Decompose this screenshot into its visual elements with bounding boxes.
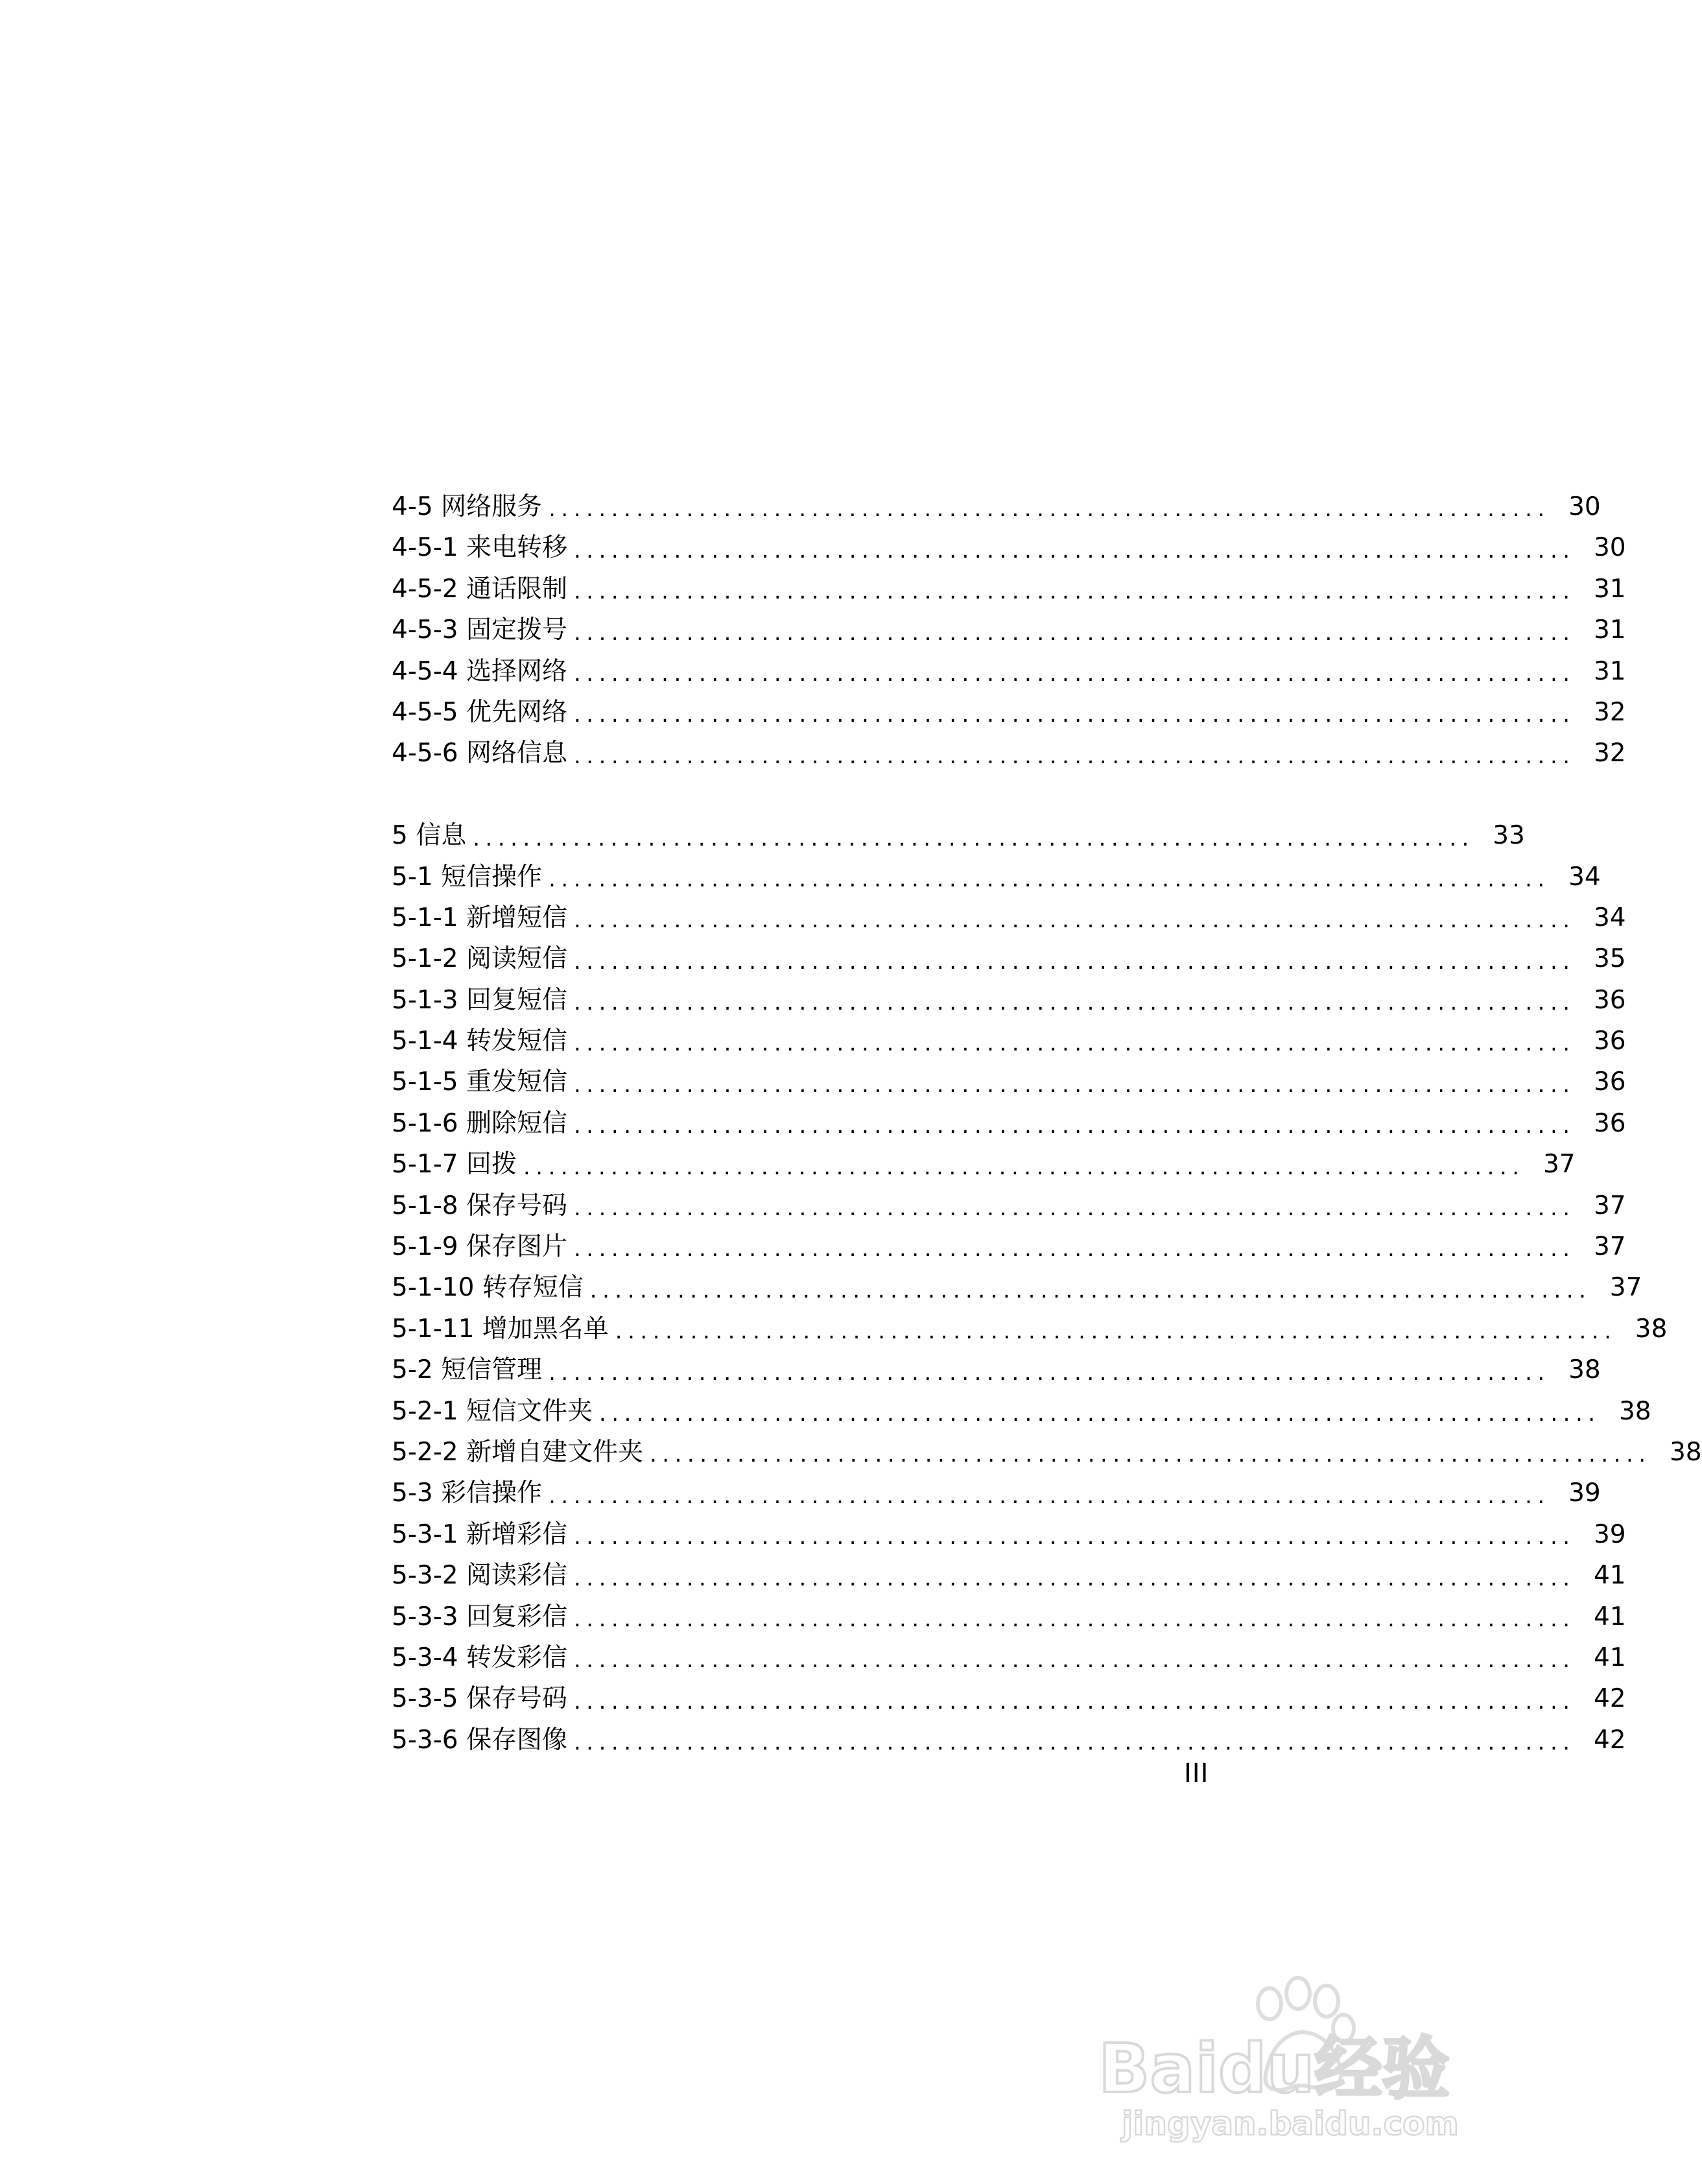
toc-entry[interactable] xyxy=(392,897,1626,938)
toc-entry[interactable] xyxy=(392,651,1626,692)
toc-entry[interactable] xyxy=(392,1185,1626,1226)
toc-entry-label: 5-1-2 阅读短信 xyxy=(392,944,567,974)
toc-entry-label: 4-5-2 通话限制 xyxy=(392,574,567,604)
toc-entry-label: 5-1-10 转存短信 xyxy=(392,1273,584,1303)
toc-entry-page: 31 xyxy=(1593,574,1626,604)
toc-entry-page: 38 xyxy=(1568,1355,1601,1385)
toc-entry-page: 33 xyxy=(1493,821,1525,851)
dot-leader: ................................................................................ xyxy=(598,1400,1601,1427)
toc-entry-label: 5-1-11 增加黑名单 xyxy=(392,1314,609,1344)
toc-entry-label: 5-3-2 阅读彩信 xyxy=(392,1561,567,1591)
toc-entry[interactable] xyxy=(392,1596,1626,1637)
dot-leader: ................................................................................ xyxy=(573,990,1576,1016)
dot-leader: ................................................................................ xyxy=(573,702,1576,728)
toc-entry[interactable] xyxy=(392,569,1626,610)
dot-leader: ................................................................................ xyxy=(589,1277,1592,1303)
toc-entry-page: 34 xyxy=(1593,903,1626,932)
toc-entry-page: 36 xyxy=(1593,1027,1626,1056)
toc-entry-label: 5-1-6 删除短信 xyxy=(392,1108,567,1138)
dot-leader: ................................................................................ xyxy=(573,1729,1576,1756)
dot-leader: ................................................................................ xyxy=(549,496,1550,523)
toc-entry-label: 4-5-5 优先网络 xyxy=(392,697,567,727)
toc-entry-label: 5-1 短信操作 xyxy=(392,862,543,892)
toc-entry-page: 38 xyxy=(1669,1437,1702,1467)
dot-leader: ................................................................................ xyxy=(573,537,1576,564)
toc-entry-page: 30 xyxy=(1568,492,1601,521)
toc-entry-page: 34 xyxy=(1568,862,1601,892)
toc-entry-label: 5-3 彩信操作 xyxy=(392,1478,543,1508)
toc-entry-label: 5-1-9 保存图片 xyxy=(392,1232,567,1262)
dot-leader: ................................................................................ xyxy=(615,1318,1617,1345)
dot-leader: ................................................................................ xyxy=(573,1071,1576,1098)
dot-leader: ................................................................................ xyxy=(573,1030,1576,1057)
toc-entry-label: 5-2 短信管理 xyxy=(392,1355,543,1385)
toc-entry-page: 31 xyxy=(1593,656,1626,686)
toc-entry-page: 41 xyxy=(1593,1602,1626,1632)
toc-entry[interactable] xyxy=(392,1720,1626,1761)
toc-entry-label: 5-3-6 保存图像 xyxy=(392,1725,567,1755)
dot-leader: ................................................................................ xyxy=(573,1565,1576,1591)
toc-entry[interactable] xyxy=(392,938,1626,979)
watermark-brand-text: Baidu经验 xyxy=(1098,2029,1450,2108)
toc-entry[interactable] xyxy=(392,1391,1651,1432)
dot-leader: ................................................................................ xyxy=(549,866,1550,892)
section-gap xyxy=(392,774,1162,815)
toc-entry-label: 5-1-7 回拨 xyxy=(392,1150,517,1180)
watermark-url-text: jingyan.baidu.com xyxy=(1122,2105,1459,2142)
toc-entry[interactable] xyxy=(392,1514,1626,1555)
toc-entry-page: 38 xyxy=(1618,1396,1651,1426)
dot-leader: ................................................................................ xyxy=(573,619,1576,646)
dot-leader: ................................................................................ xyxy=(573,1688,1576,1715)
toc-entry-label: 4-5-6 网络信息 xyxy=(392,739,567,768)
toc-entry-page: 38 xyxy=(1635,1314,1668,1344)
toc-entry-page: 35 xyxy=(1593,944,1626,974)
toc-entry-label: 4-5-4 选择网络 xyxy=(392,656,567,686)
toc-entry[interactable] xyxy=(392,1555,1626,1596)
toc-entry-page: 39 xyxy=(1568,1478,1601,1508)
toc-entry[interactable] xyxy=(392,733,1626,774)
toc-entry-label: 5-2-2 新增自建文件夹 xyxy=(392,1437,643,1467)
toc-entry[interactable] xyxy=(392,815,1525,856)
dot-leader: ................................................................................ xyxy=(573,907,1576,934)
toc-entry-page: 31 xyxy=(1593,615,1626,645)
dot-leader: ................................................................................ xyxy=(573,1647,1576,1674)
dot-leader: ................................................................................ xyxy=(573,660,1576,687)
table-of-contents xyxy=(392,486,1702,1761)
dot-leader: ................................................................................ xyxy=(473,825,1474,851)
toc-entry-label: 4-5-3 固定拨号 xyxy=(392,615,567,645)
dot-leader: ................................................................................ xyxy=(573,1113,1576,1139)
toc-entry[interactable] xyxy=(392,486,1601,527)
toc-entry-page: 41 xyxy=(1593,1643,1626,1672)
toc-entry-page: 32 xyxy=(1593,739,1626,768)
toc-entry[interactable] xyxy=(392,857,1601,897)
toc-entry-label: 5-1-3 回复短信 xyxy=(392,985,567,1015)
toc-entry-page: 36 xyxy=(1593,985,1626,1015)
toc-entry-page: 41 xyxy=(1593,1561,1626,1591)
toc-entry[interactable] xyxy=(392,1473,1601,1513)
toc-entry[interactable] xyxy=(392,1144,1576,1185)
toc-entry-label: 5-2-1 短信文件夹 xyxy=(392,1396,593,1426)
toc-entry-page: 42 xyxy=(1593,1725,1626,1755)
toc-entry[interactable] xyxy=(392,1309,1668,1349)
toc-entry-page: 42 xyxy=(1593,1684,1626,1714)
toc-entry-page: 37 xyxy=(1609,1273,1642,1303)
toc-entry[interactable] xyxy=(392,1678,1626,1719)
toc-entry[interactable] xyxy=(392,1432,1702,1473)
toc-entry-page: 30 xyxy=(1593,533,1626,563)
toc-entry-label: 4-5 网络服务 xyxy=(392,492,543,521)
toc-entry[interactable] xyxy=(392,1103,1626,1144)
dot-leader: ................................................................................ xyxy=(573,1606,1576,1632)
toc-entry-page: 37 xyxy=(1593,1232,1626,1262)
toc-entry[interactable] xyxy=(392,1226,1626,1267)
toc-entry-label: 5-3-4 转发彩信 xyxy=(392,1643,567,1672)
dot-leader: ................................................................................ xyxy=(573,948,1576,975)
toc-entry[interactable] xyxy=(392,692,1626,733)
toc-entry[interactable] xyxy=(392,1637,1626,1678)
toc-entry-label: 5-1-4 转发短信 xyxy=(392,1027,567,1056)
dot-leader: ................................................................................ xyxy=(549,1482,1550,1509)
toc-entry[interactable] xyxy=(392,1062,1626,1102)
toc-entry[interactable] xyxy=(392,527,1626,568)
toc-entry[interactable] xyxy=(392,610,1626,650)
baidu-jingyan-watermark xyxy=(1096,1965,1459,2146)
toc-entry-page: 37 xyxy=(1542,1150,1576,1180)
toc-entry-label: 5-3-3 回复彩信 xyxy=(392,1602,567,1632)
page-number: III xyxy=(1184,1759,1209,1788)
toc-entry[interactable] xyxy=(392,980,1626,1021)
dot-leader: ................................................................................ xyxy=(573,742,1576,769)
toc-entry-page: 36 xyxy=(1593,1108,1626,1138)
toc-entry-label: 5 信息 xyxy=(392,821,467,851)
toc-entry[interactable] xyxy=(392,1349,1601,1390)
toc-entry[interactable] xyxy=(392,1267,1642,1308)
dot-leader: ................................................................................ xyxy=(523,1154,1525,1180)
toc-entry-page: 37 xyxy=(1593,1191,1626,1220)
dot-leader: ................................................................................ xyxy=(573,1236,1576,1263)
dot-leader: ................................................................................ xyxy=(573,1524,1576,1550)
toc-entry[interactable] xyxy=(392,1021,1626,1062)
toc-entry-label: 5-1-8 保存号码 xyxy=(392,1191,567,1220)
toc-entry-label: 5-1-5 重发短信 xyxy=(392,1067,567,1097)
toc-entry-page: 36 xyxy=(1593,1067,1626,1097)
toc-entry-label: 5-1-1 新增短信 xyxy=(392,903,567,932)
toc-entry-label: 5-3-1 新增彩信 xyxy=(392,1519,567,1549)
dot-leader: ................................................................................ xyxy=(573,578,1576,605)
dot-leader: ................................................................................ xyxy=(573,1195,1576,1222)
toc-entry-label: 4-5-1 来电转移 xyxy=(392,533,567,563)
toc-entry-label: 5-3-5 保存号码 xyxy=(392,1684,567,1714)
dot-leader: ................................................................................ xyxy=(649,1442,1651,1468)
toc-entry-page: 39 xyxy=(1593,1519,1626,1549)
toc-entry-page: 32 xyxy=(1593,697,1626,727)
dot-leader: ................................................................................ xyxy=(549,1359,1550,1386)
